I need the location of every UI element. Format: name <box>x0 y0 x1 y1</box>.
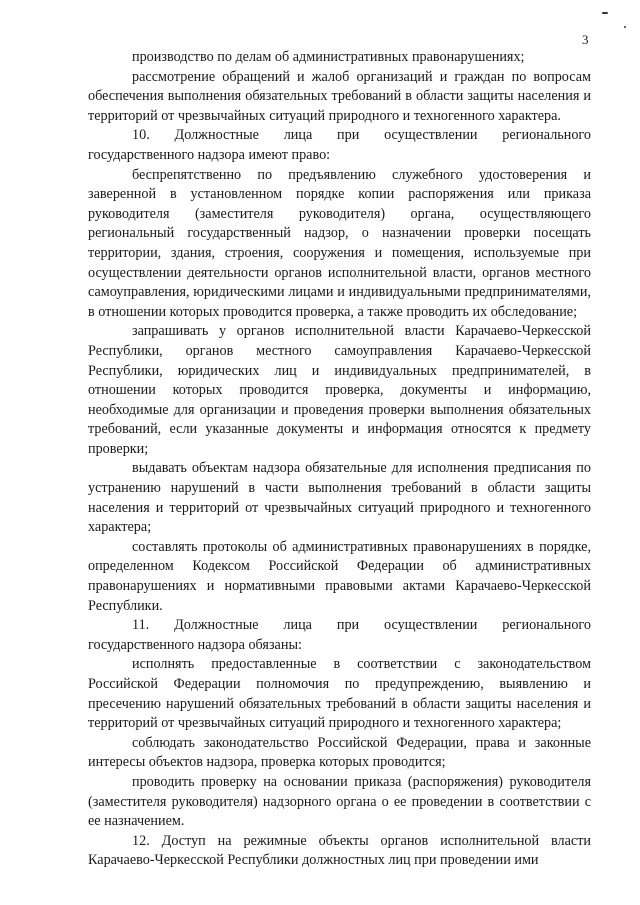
paragraph: рассмотрение обращений и жалоб организаций и граждан по вопросам обеспечения выполнения обязательных требований в области защиты населения и территорий от чрезвычайных ситуаций природного и техногенного характера. <box>88 68 591 124</box>
paragraph: исполнять предоставленные в соответствии с законодательством Российской Федерации полномочия по предупреждению, выявлению и пресечению нарушений обязательных требований в области защиты населения и территорий от чрезвычайных ситуаций природного и техногенного характера; <box>88 656 591 732</box>
paragraph: 12. Доступ на режимные объекты органов исполнительной власти Карачаево-Черкесской Республики должностных лиц при проведении ими <box>88 832 591 869</box>
scan-mark <box>602 12 608 14</box>
paragraph: 10. Должностные лица при осуществлении регионального государственного надзора имеют право: <box>88 127 591 163</box>
paragraph: соблюдать законодательство Российской Федерации, права и законные интересы объектов надзора, проверка которых проводится; <box>88 734 591 771</box>
paragraph: беспрепятственно по предъявлению служебного удостоверения и заверенной в установленном порядке копии распоряжения или приказа руководителя (заместителя руководителя) органа, осуществляющего региональный государственный надзор, о назначении проверки посещать территории, здания, строения, сооружения и помещения, используемые при осуществлении деятельности органов исполнительной власти, органов местного самоуправления, юридическими лицами и индивидуальными предпринимателями, в отношении которых проводится проверка, а также проводить их обследование; <box>88 166 591 320</box>
paragraph: производство по делам об административных правонарушениях; <box>132 49 525 65</box>
scan-mark <box>624 26 626 28</box>
paragraph: выдавать объектам надзора обязательные для исполнения предписания по устранению нарушений в части выполнения требований в области защиты населения и территорий от чрезвычайных ситуаций природного и техногенного характера; <box>88 460 591 536</box>
paragraph: 11. Должностные лица при осуществлении регионального государственного надзора обязаны: <box>88 617 591 653</box>
paragraph: проводить проверку на основании приказа (распоряжения) руководителя (заместителя руководителя) надзорного органа о ее проведении в соответствии с ее назначением. <box>88 773 591 830</box>
paragraph: составлять протоколы об административных правонарушениях в порядке, определенном Кодексом Российской Федерации об административных правонарушениях и нормативными правовыми актами Карачаево-Черкесской Республики. <box>88 538 591 614</box>
document-body <box>88 48 591 871</box>
paragraph: запрашивать у органов исполнительной власти Карачаево-Черкесской Республики, органов местного самоуправления Карачаево-Черкесской Республики, юридических лиц и индивидуальных предпринимателей, в отношении которых проводится проверка, документы и информацию, необходимые для организации и проведения проверки выполнения обязательных требований, если указанные документы и информация относятся к предмету проверки; <box>88 323 591 457</box>
page-number: 3 <box>582 32 589 47</box>
